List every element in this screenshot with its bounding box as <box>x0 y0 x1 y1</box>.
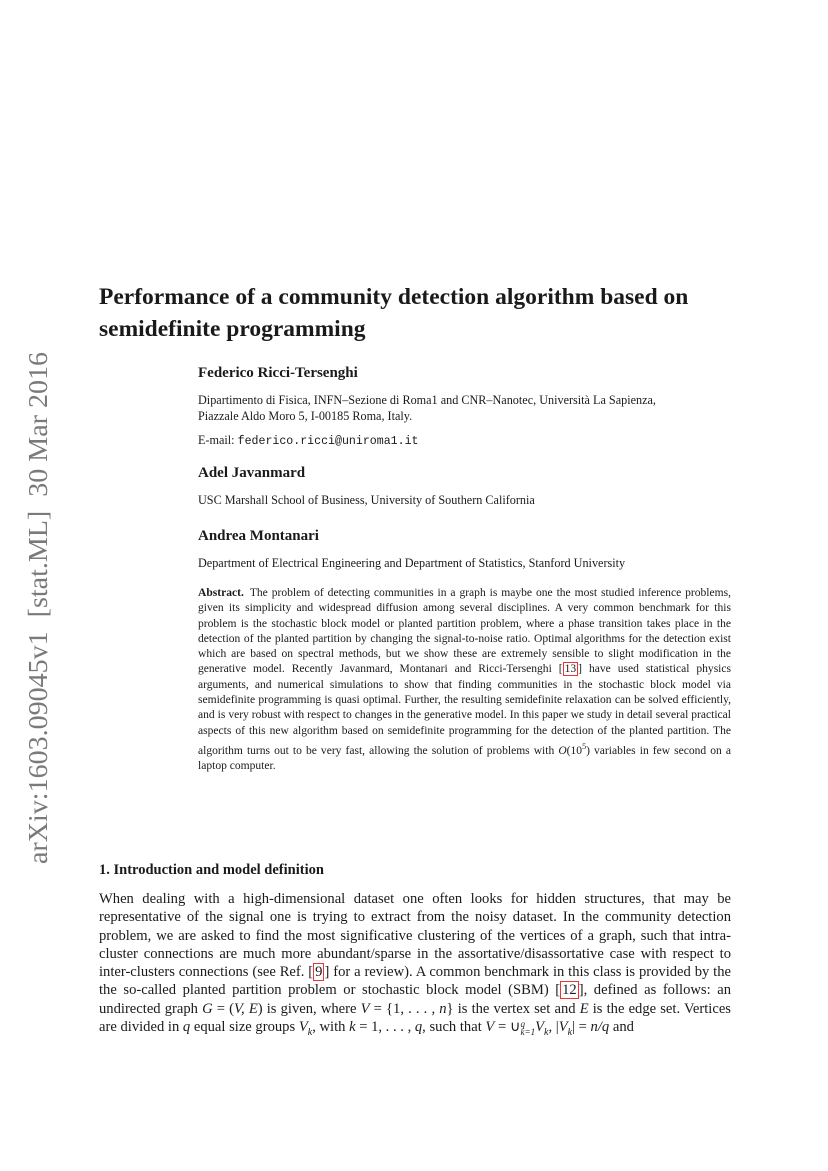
paper-title: Performance of a community detection algorithm based on semidefinite programming <box>99 284 689 342</box>
abstract: Abstract. The problem of detecting communities in a graph is maybe one the most studied inference problems, given its simplicity and widespread diffusion among several disciplines. A very common benchmark for this problem is the stochastic block model or planted partition problem, where a phase transition takes place in the detection of the planted partition by changing the signal-to-noise ratio. Optimal algorithms for the detection exist which are based on spectral methods, but we show these are extremely sensible to slight modification in the generative model. Recently Javanmard, Montanari and Ricci-Tersenghi [ 13 ] have used statistical physics arguments, and numerical simulations to show that finding communities in the stochastic block model via semidefinite programming is quasi optimal. Further, the resulting semidefinite relaxation can be solved efficiently, and is very robust with respect to changes in the generative model. In this paper we study in detail several practical aspects of this new algorithm based on semidefinite programming for the detection of the planted partition. The algorithm turns out to be very fast, allowing the solution of problems with $O(10^5)$ variables in few second on a laptop computer. <box>198 587 732 773</box>
author-name: Federico Ricci-Tersenghi <box>198 365 358 381</box>
citation-link[interactable]: [ 12 ] <box>555 982 584 999</box>
email-label: E-mail: <box>198 433 235 447</box>
author-affiliation: Dipartimento di Fisica, INFN–Sezione di Roma1 and CNR–Nanotec, Università La Sapienza, <box>198 393 656 407</box>
citation-link[interactable]: [ 9 ] <box>308 964 330 981</box>
citation-link[interactable]: [ 13 ] <box>558 663 583 676</box>
author-name: Adel Javanmard <box>198 465 306 481</box>
section-heading: 1. Introduction and model definition <box>99 862 324 878</box>
author-name: Andrea Montanari <box>198 528 319 544</box>
abstract-text: The problem of detecting communities in a graph is maybe one the most studied inference problems, given its simplicity and widespread diffusion among several disciplines. A very common benchmark for this problem is the stochastic block model or planted partition problem, where a phase transition takes place in the detection of the planted partition by changing the signal-to-noise ratio. Optimal algorithms for the detection exist which are based on spectral methods, but we show these are extremely sensible to slight modification in the generative model. Recently Javanmard, Montanari and Ricci-Tersenghi <box>198 587 731 676</box>
abstract-label: Abstract. <box>198 587 244 599</box>
abstract-text: variables in few second on a laptop computer. <box>198 744 731 773</box>
author-block-1 <box>198 365 758 450</box>
arxiv-identifier-stamp <box>20 352 54 864</box>
author-block-2 <box>198 465 758 508</box>
email-address[interactable]: federico.ricci@uniroma1.it <box>237 435 419 448</box>
abstract-text: have used statistical physics arguments, and numerical simulations to show that finding communities in the stochastic block model via semidefinite programming is quasi optimal. Further, the resulting semidefinite relaxation can be solved efficiently, and is very robust with respect to changes in the generative model. In this paper we study in detail several practical aspects of this new algorithm based on semidefinite programming for the detection of the planted partition. The algorithm turns out to be very fast, allowing the solution of problems with <box>198 663 732 757</box>
author-affiliation-line2: Piazzale Aldo Moro 5, I-00185 Roma, Italy. <box>198 409 413 423</box>
body-paragraph: When dealing with a high-dimensional dataset one often looks for hidden structures, that may be representative of the signal one is trying to extract from the noisy dataset. In the community detection problem, we are asked to find the most significative clustering of the vertices of a graph, such that intra-cluster connections are much more abundant/sparse in the assortative/disassortative case with respect to inter-clusters connections (see Ref. [ 9 ] for a review). A common benchmark in this class is provided by the the so-called planted partition problem or stochastic block model (SBM) [ 12 ], defined as follows: an undirected graph G = (V, E) is given, where V = {1, . . . , n} is the vertex set and E is the edge set. Vertices are divided in q equal size groups $V_k$, with k = 1, . . . , q, such that V = ∪ q k=1 $V_k$, $|V_k| = n/q$ and <box>99 891 731 1038</box>
author-email-line <box>198 432 758 450</box>
arxiv-identifier-text: arXiv:1603.09045v1 [stat.ML] 30 Mar 2016 <box>22 361 53 864</box>
author-affiliation: Department of Electrical Engineering and Department of Statistics, Stanford University <box>198 556 626 570</box>
author-block-3 <box>198 528 758 571</box>
author-affiliation: USC Marshall School of Business, University of Southern California <box>198 493 535 507</box>
